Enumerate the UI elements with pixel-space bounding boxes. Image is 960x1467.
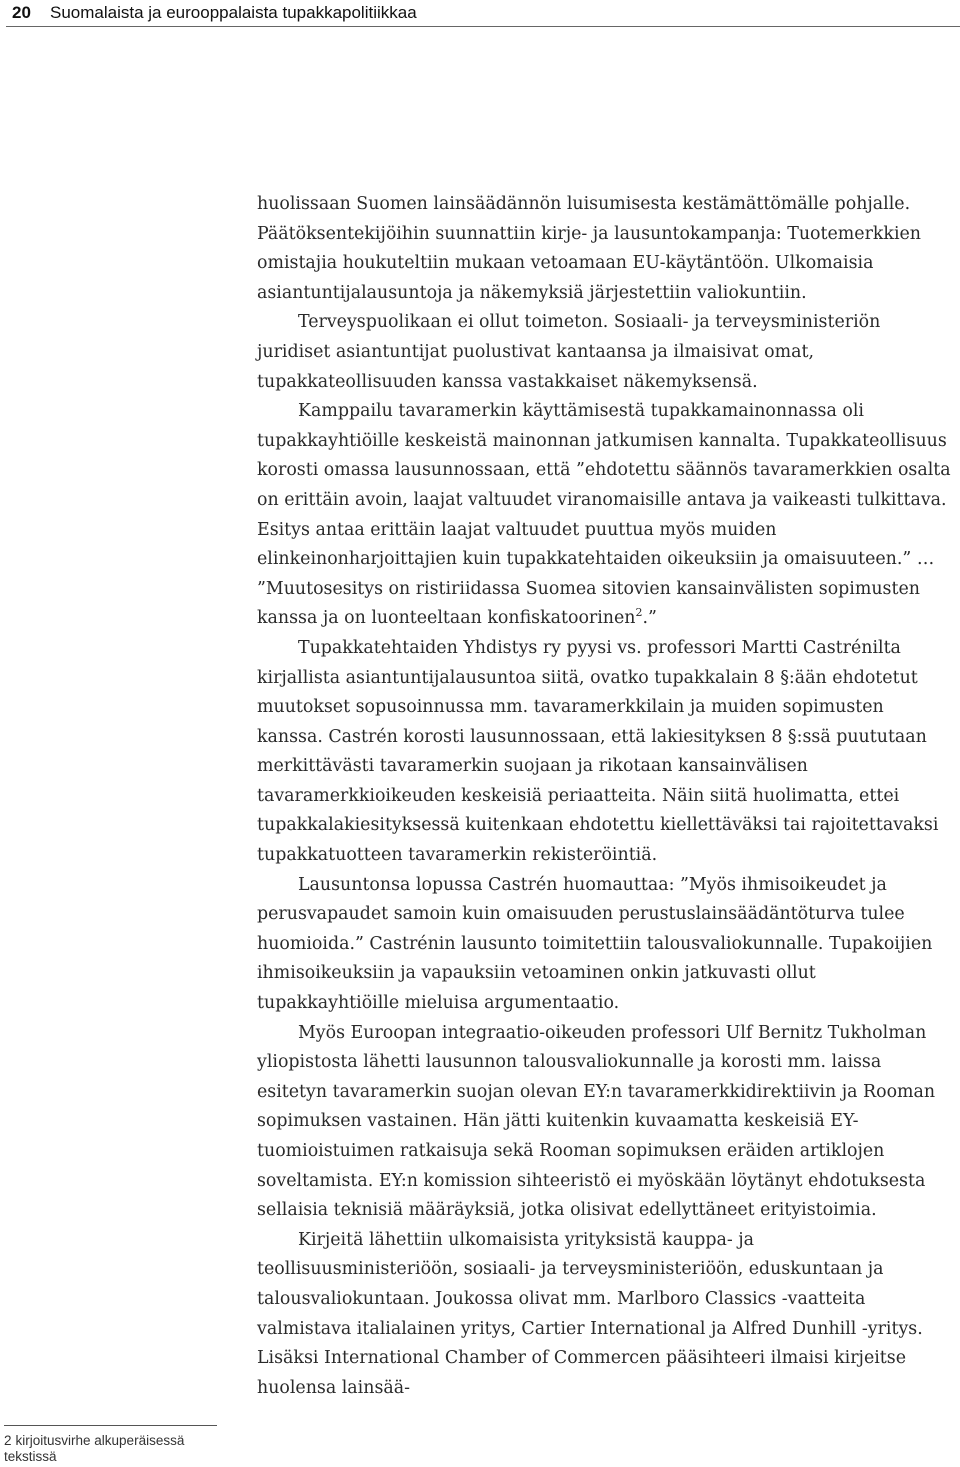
footnote (4, 1433, 216, 1465)
header-rule (6, 26, 960, 27)
paragraph-3-end: .” (642, 608, 657, 629)
paragraph-1: huolissaan Suomen lainsäädännön luisumisesta kestämättömälle pohjalle. Päätöksentekijöihin suunnattiin kirje- ja lausuntokampanja: Tuotemerkkien omistajia houkuteltiin mukaan vetoamaan EU-käytäntöön. Ulkomaisia asiantuntijalausuntoja ja näkemyksiä järjestettiin valiokuntiin. (257, 194, 922, 303)
paragraph-3 (257, 397, 955, 634)
footnote-text: kirjoitusvirhe alkuperäisessä tekstissä (4, 1433, 185, 1464)
running-title: Suomalaista ja eurooppalaista tupakkapolitiikkaa (50, 3, 417, 22)
footnote-number: 2 (4, 1433, 12, 1448)
paragraph-2: Terveyspuolikaan ei ollut toimeton. Sosiaali- ja terveysministeriön juridiset asiantuntijat puolustivat kantaansa ja ilmaisivat omat, tupakkateollisuuden kanssa vastakkaiset näkemyksensä. (257, 312, 881, 392)
footnote-rule (4, 1425, 217, 1426)
page-header (6, 0, 960, 26)
paragraph-5: Lausuntonsa lopussa Castrén huomauttaa: ”Myös ihmisoikeudet ja perusvapaudet samoin kuin omaisuuden perustuslainsäädäntöturva tulee huomioida.” Castrénin lausunto toimitettiin talousvaliokunnalle. Tupakoijien ihmisoikeuksiin ja vapauksiin vetoaminen onkin jatkuvasti ollut tupakkayhtiöille mieluisa argumentaatio. (257, 874, 933, 1014)
paragraph-4: Tupakkatehtaiden Yhdistys ry pyysi vs. professori Martti Castrénilta kirjallista asiantuntijalausuntoa siitä, ovatko tupakkalain 8 §:ään ehdotetut muutokset sopusoinnussa mm. tavaramerkkilain ja muiden sopimusten kanssa. Castrén korosti lausunnossaan, että lakiesityksen 8 §:ssä puututaan merkittävästi tavaramerkin suojaan ja rikotaan kansainvälisen tavaramerkkioikeuden keskeisiä periaatteita. Näin siitä huolimatta, ettei tupakkalakiesityksessä kuitenkaan ehdotettu kiellettäväksi tai rajoitettavaksi tupakkatuotteen tavaramerkin rekisteröintiä. (257, 637, 939, 866)
page-number: 20 (12, 3, 31, 22)
body-text (257, 190, 955, 1403)
paragraph-3-text: Kamppailu tavaramerkin käyttämisestä tupakkamainonnassa oli tupakkayhtiöille keskeistä mainonnan jatkumisen kannalta. Tupakkateollisuus korosti omassa lausunnossaan, että ”ehdotettu säännös tavaramerkkien osalta on erittäin avoin, laajat valtuudet viranomaisille antava ja vaikeasti tulkittava. Esitys antaa erittäin laajat valtuudet puuttua myös muiden elinkeinonharjoittajien kuin tupakkatehtaiden oikeuksiin ja omaisuuteen.” … ”Muutosesitys on ristiriidassa Suomea sitovien kansainvälisten sopimusten kanssa ja on luonteeltaan konfiskatoorinen (257, 401, 951, 629)
paragraph-7: Kirjeitä lähettiin ulkomaisista yrityksistä kauppa- ja teollisuusministeriöön, sosiaali- ja terveysministeriöön, eduskuntaan ja talousvaliokuntaan. Joukossa olivat mm. Marlboro Classics -vaatteita valmistava italialainen yritys, Cartier International ja Alfred Dunhill -yritys. Lisäksi International Chamber of Commercen pääsihteeri ilmaisi kirjeitse huolensa lainsää- (257, 1229, 923, 1398)
paragraph-6: Myös Euroopan integraatio-oikeuden professori Ulf Bernitz Tukholman yliopistosta lähetti lausunnon talousvaliokunnalle ja korosti mm. laissa esitetyn tavaramerkin suojan olevan EY:n tavaramerkkidirektiivin ja Rooman sopimuksen vastainen. Hän jätti kuitenkin kuvaamatta keskeisiä EY-tuomioistuimen ratkaisuja sekä Rooman sopimuksen eräiden artiklojen soveltamista. EY:n komission sihteeristö ei myöskään löytänyt ehdotuksesta sellaisia teknisiä määräyksiä, jotka olisivat edellyttäneet erityistoimia. (257, 1022, 936, 1221)
footnote-ref: 2 (635, 606, 643, 620)
